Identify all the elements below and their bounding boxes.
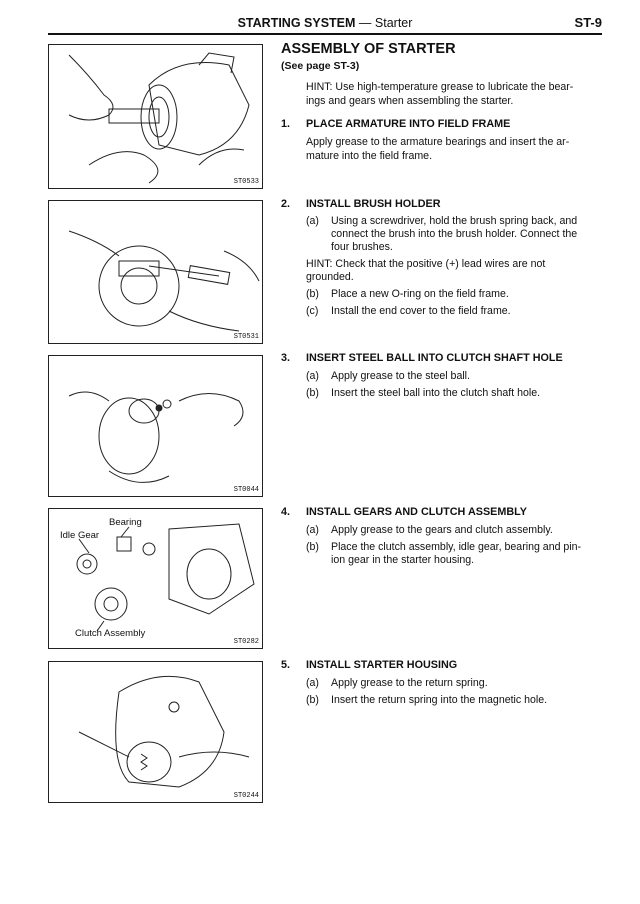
item-line: Insert the return spring into the magnetic hole.: [331, 694, 548, 706]
figure-code: ST0282: [233, 638, 259, 646]
step-number: 5.: [281, 659, 291, 671]
item-marker: (b): [306, 387, 319, 399]
item-line: connect the brush into the brush holder. Connect the: [331, 228, 578, 240]
item-marker: (a): [306, 524, 319, 536]
header-section: STARTING SYSTEM: [237, 16, 356, 30]
figure-steel-ball: [48, 355, 263, 497]
figure-code: ST0533: [233, 178, 259, 186]
item-line: Install the end cover to the field frame.: [331, 305, 511, 317]
step-5-item-b: [306, 694, 602, 707]
step-2-item-c: [306, 305, 602, 318]
header-dash: —: [355, 16, 375, 30]
figure-armature: [48, 44, 263, 189]
item-line: Place a new O-ring on the field frame.: [331, 288, 509, 300]
step-3-item-b: [306, 387, 602, 400]
step-2-hint: HINT: Check that the positive (+) lead wires are not: [306, 258, 546, 270]
page-subtitle: (See page ST-3): [281, 60, 360, 72]
step-3-heading: [281, 352, 563, 364]
step-3-item-a: [306, 370, 602, 383]
item-line: Apply grease to the steel ball.: [331, 370, 470, 382]
item-marker: (a): [306, 677, 319, 689]
step-number: 4.: [281, 506, 291, 518]
item-line: Using a screwdriver, hold the brush spring back, and: [331, 215, 578, 227]
step-number: 3.: [281, 352, 291, 364]
step-title: INSERT STEEL BALL INTO CLUTCH SHAFT HOLE: [306, 352, 563, 364]
hint-line: ings and gears when assembling the starter.: [306, 95, 514, 107]
bearing-label: Bearing: [109, 517, 142, 528]
figure-gears-clutch: [48, 508, 263, 649]
brush-holder-illustration: [49, 201, 262, 343]
item-marker: (a): [306, 215, 319, 227]
item-marker: (b): [306, 541, 319, 553]
hint-line: HINT: Use high-temperature grease to lubricate the bear-: [306, 81, 574, 93]
step-1-heading: [281, 118, 510, 130]
item-line: Place the clutch assembly, idle gear, bearing and pin-: [331, 541, 582, 553]
item-line: four brushes.: [331, 241, 393, 253]
item-line: Apply grease to the gears and clutch assembly.: [331, 524, 553, 536]
item-marker: (a): [306, 370, 319, 382]
item-line: Apply grease to the return spring.: [331, 677, 488, 689]
figure-code: ST0531: [233, 333, 259, 341]
steel-ball-illustration: [49, 356, 262, 496]
step-title: PLACE ARMATURE INTO FIELD FRAME: [306, 118, 511, 130]
page-header: [48, 14, 602, 32]
figure-code: ST0044: [233, 486, 259, 494]
item-marker: (c): [306, 305, 319, 317]
step-1-body: Apply grease to the armature bearings and insert the ar-: [306, 136, 570, 148]
page-title: ASSEMBLY OF STARTER: [281, 41, 456, 57]
step-2-item-a: [306, 215, 602, 254]
item-line: Insert the steel ball into the clutch shaft hole.: [331, 387, 541, 399]
step-1-body: mature into the field frame.: [306, 150, 433, 162]
figure-brush-holder: [48, 200, 263, 344]
header-subsection: Starter: [374, 16, 413, 30]
step-4-item-a: [306, 524, 602, 537]
figure-starter-housing: [48, 661, 263, 803]
step-title: INSTALL GEARS AND CLUTCH ASSEMBLY: [306, 506, 527, 518]
item-marker: (b): [306, 288, 319, 300]
step-2-item-b: [306, 288, 602, 301]
step-title: INSTALL BRUSH HOLDER: [306, 198, 441, 210]
step-number: 2.: [281, 198, 291, 210]
step-2-hint: grounded.: [306, 271, 354, 283]
item-line: ion gear in the starter housing.: [331, 554, 475, 566]
header-rule: [48, 33, 602, 35]
step-5-heading: [281, 659, 457, 671]
idle-gear-label: Idle Gear: [60, 530, 100, 541]
step-4-item-b: [306, 541, 602, 567]
figure-code: ST0244: [233, 792, 259, 800]
step-number: 1.: [281, 118, 291, 130]
armature-illustration: [49, 45, 262, 188]
header-title: [48, 16, 602, 30]
item-marker: (b): [306, 694, 319, 706]
step-title: INSTALL STARTER HOUSING: [306, 659, 458, 671]
step-2-heading: [281, 198, 441, 210]
page-number: ST-9: [574, 15, 602, 30]
step-4-heading: [281, 506, 527, 518]
clutch-assembly-label: Clutch Assembly: [75, 628, 146, 639]
starter-housing-illustration: [49, 662, 262, 802]
step-5-item-a: [306, 677, 602, 690]
